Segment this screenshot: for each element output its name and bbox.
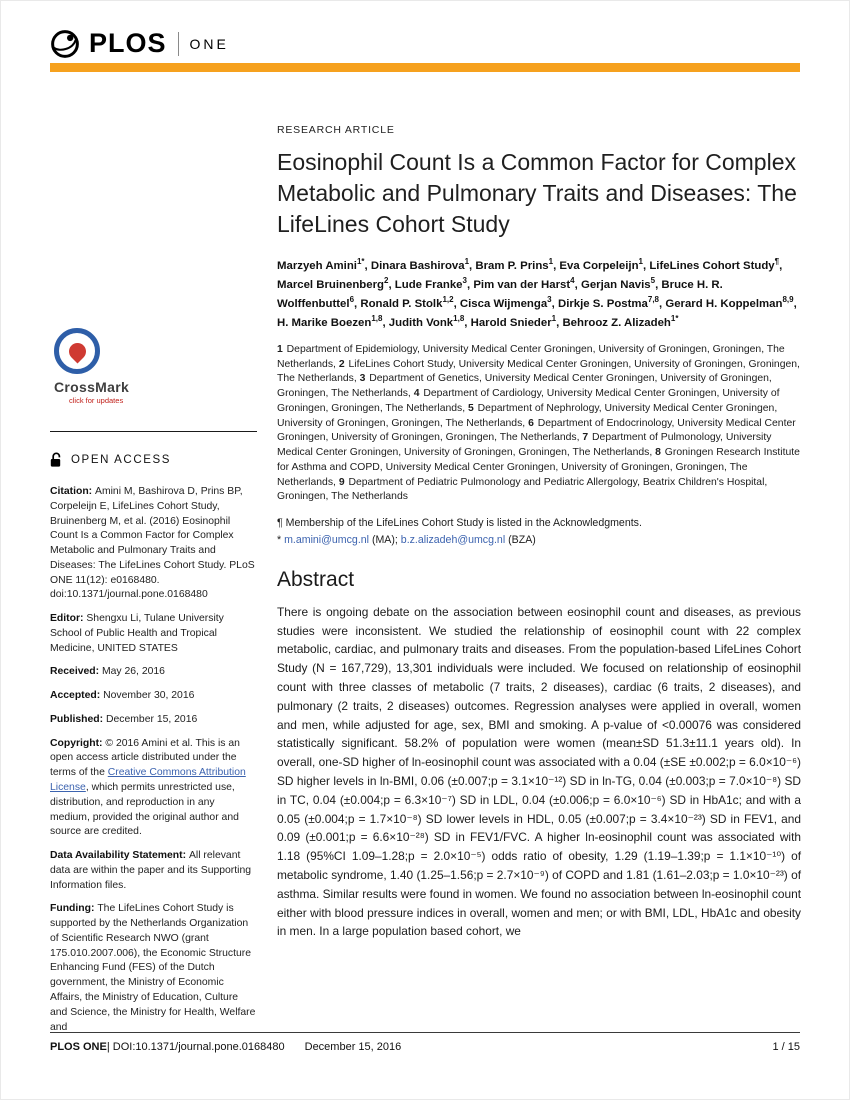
author-name: Bram P. Prins$^1$ (475, 257, 554, 272)
crossmark-badge[interactable] (54, 328, 257, 405)
correspondence-note (277, 533, 801, 548)
affiliation-number: 7 (582, 432, 592, 444)
brand-divider (178, 32, 179, 56)
author-name: H. Marike Boezen$^{1,8}$ (277, 313, 383, 329)
crossmark-icon (54, 328, 100, 374)
crossmark-tagline: click for updates (69, 396, 124, 405)
membership-note: ¶ Membership of the LifeLines Cohort Study is listed in the Acknowledgments. (277, 517, 642, 530)
author-name: Dirkje S. Postma$^{7,8}$ (557, 294, 659, 310)
affiliation-number: 9 (338, 476, 348, 488)
article-title: Eosinophil Count Is a Common Factor for Complex Metabolic and Pulmonary Traits and Diseases: The LifeLines Cohort Study (277, 149, 797, 238)
affiliations: 1 Department of Epidemiology, University Medical Center Groningen, University of Groningen, Groningen, The Netherlands, 2 LifeLines Cohort Study, University Medical Center Groningen, University of Groningen, Groningen, The Netherlands, 3 Department of Genetics, University Medical Center Groningen, University of Groningen, Groningen, The Netherlands, 4 Department of Cardiology, University Medical Center Groningen, University of Groningen, Groningen, The Netherlands, 5 Department of Nephrology, University Medical Center Groningen, University of Groningen, Groningen, The Netherlands, 6 Department of Endocrinology, University Medical Center Groningen, University of Groningen, Groningen, The Netherlands, 7 Department of Pulmonology, University Medical Center Groningen, University of Groningen, Groningen, The Netherlands, 8 Groningen Research Institute for Asthma and COPD, University Medical Center Groningen, University of Groningen, Groningen, The Netherlands, 9 Department of Pediatric Pulmonology and Pediatric Allergology, Beatrix Children's Hospital, Groningen, The Netherlands (277, 343, 800, 503)
author-name: Eva Corpeleijn$^1$ (559, 257, 643, 272)
author-name: Gerard H. Koppelman$^{8,9}$ (665, 294, 794, 310)
journal-masthead (50, 28, 229, 59)
author-name: Cisca Wijmenga$^3$ (459, 294, 552, 310)
sidebar-meta-item: Copyright: © 2016 Amini et al. This is an open access article distributed under the terms of the Creative Commons Attribution License, which permits unrestricted use, distribution, and reproduction in any medium, provided the original author and source are credited. (50, 737, 246, 838)
author-name: Pim van der Harst$^4$ (473, 276, 575, 291)
sidebar-divider (50, 431, 257, 432)
email-link-amini[interactable]: m.amini@umcg.nl (284, 534, 370, 547)
email1-suffix: (MA); (369, 534, 401, 547)
sidebar-meta-item: Data Availability Statement: All relevant data are within the paper and its Supporting Information files. (50, 850, 252, 891)
footer-divider (50, 1032, 800, 1033)
open-lock-icon (50, 452, 63, 468)
footer-page-number: 1 / 15 (772, 1041, 800, 1053)
open-access-label: OPEN ACCESS (71, 454, 172, 466)
sidebar-meta-item: Editor: Shengxu Li, Tulane University School of Public Health and Tropical Medicine, UNITED STATES (50, 613, 224, 654)
author-name: Marcel Bruinenberg$^2$ (277, 276, 389, 291)
cc-license-link[interactable]: Creative Commons Attribution License (50, 767, 246, 794)
plos-logo-icon (50, 29, 80, 59)
crossmark-label: CrossMark (54, 379, 130, 395)
sidebar-meta-item: Funding: The LifeLines Cohort Study is supported by the Netherlands Organization of Scientific Research NWO (grant 175.010.2007.006), the Economic Structure Enhancing Fund (FES) of the Dutch government, the Ministry of Economic Affairs, the Ministry of Education, Culture and Science, the Ministry for Health, Welfare and (50, 903, 256, 1033)
sidebar-meta-item: Citation: Amini M, Bashirova D, Prins BP, Corpeleijn E, LifeLines Cohort Study, Bruinenberg M, et al. (2016) Eosinophil Count Is a Common Factor for Complex Metabolic and Pulmonary Traits and Diseases: The LifeLines Cohort Study. PLoS ONE 11(12): e0168480. doi:10.1371/journal.pone.0168480 (50, 486, 255, 601)
affiliation-number: 5 (468, 402, 477, 414)
author-name: Lude Franke$^3$ (394, 276, 467, 291)
footer-date: December 15, 2016 (304, 1041, 402, 1053)
affiliation-number: 2 (338, 358, 348, 370)
page-footer (50, 1041, 800, 1053)
abstract-text: There is ongoing debate on the association between eosinophil count and diseases, as previous studies were inconsistent. We studied the relationship of eosinophil count with 22 complex metabolic, cardiac, and pulmonary traits and diseases. From the population-based LifeLines Cohort Study (N = 167,729), 13,301 individuals were included. We focused on relationship of eosinophil count with three classes of metabolic (7 traits, 2 diseases), cardiac (6 traits, 2 diseases), and pulmonary (2 traits, 2 diseases) outcomes. Regression analyses were applied in overall, women and men, while adjusted for age, sex, BMI and smoking. A p-value of <0.00076 was considered statistically significant. 58.2% of population were women (mean±SD 51.3±11.1 years old). In overall, one-SD higher of ln-eosinophil count was associated with a 0.04 (±SE ±0.002;p = 6.0×10⁻⁶) SD higher levels in ln-BMI, 0.06 (±0.007;p = 3.1×10⁻¹²) SD in ln-TG, 0.04 (±0.003;p = 7.0×10⁻⁸) SD in TC, 0.04 (±0.004;p = 6.3×10⁻⁷) SD in LDL, 0.04 (±0.006;p = 6.0×10⁻⁶) SD in HbA1c; and with a 0.05 (±0.004;p = 1.7×10⁻⁸) SD lower levels in HDL, 0.05 (±0.007;p = 3.4×10⁻²³) SD in FEV1, and 0.09 (±0.001;p = 6.6×10⁻²⁸) SD in FEV1/FVC. A higher ln-eosinophil count was associated with 1.18 (95%CI 1.09–1.28;p = 2.0×10⁻⁵) odds ratio of obesity, 1.29 (1.19–1.39;p = 1.1×10⁻¹⁰) of metabolic syndrome, 1.40 (1.25–1.56;p = 2.7×10⁻⁹) of COPD and 1.81 (1.61–2.03;p = 1.0×10⁻²³) of asthma. Similar results were found in women. We found no association between ln-eosinophil count either with blood pressure indices in overall, women and men; or with BMI, LDL, HbA1c and obesity in men. In a large population based cohort, we (277, 604, 801, 939)
sidebar-meta-item: Published: December 15, 2016 (50, 713, 198, 725)
email2-suffix: (BZA) (505, 534, 536, 547)
journal-edition: ONE (189, 35, 229, 52)
author-name: Harold Snieder$^1$ (470, 313, 557, 329)
author-name: Bruce H. R. Wolffenbuttel$^6$ (277, 278, 723, 310)
email-link-alizadeh[interactable]: b.z.alizadeh@umcg.nl (400, 534, 506, 547)
author-name: Judith Vonk$^{1,8}$ (388, 313, 465, 329)
sidebar-meta-item: Accepted: November 30, 2016 (50, 690, 195, 702)
masthead-accent-bar (50, 63, 800, 72)
author-name: Marzyeh Amini$^{1*}$ (277, 257, 365, 272)
sidebar-meta-item: Received: May 26, 2016 (50, 666, 165, 678)
author-name: Gerjan Navis$^5$ (580, 276, 656, 291)
author-list: Marzyeh Amini$^{1*}$, Dinara Bashirova$^1$, Bram P. Prins$^1$, Eva Corpeleijn$^1$, LifeLines Cohort Study¶, Marcel Bruinenberg$^2$, Lude Franke$^3$, Pim van der Harst$^4$, Gerjan Navis$^5$, Bruce H. R. Wolffenbuttel$^6$, Ronald P. Stolk$^{1,2}$, Cisca Wijmenga$^3$, Dirkje S. Postma$^{7,8}$, Gerard H. Koppelman$^{8,9}$, H. Marike Boezen$^{1,8}$, Judith Vonk$^{1,8}$, Harold Snieder$^1$, Behrooz Z. Alizadeh$^{1*}$ (277, 257, 797, 329)
author-name: Dinara Bashirova$^1$ (370, 257, 470, 272)
sidebar-meta (50, 485, 257, 1035)
affiliation-number: 1 (277, 343, 286, 355)
affiliation-number: 8 (655, 447, 664, 459)
open-access-badge (50, 452, 257, 468)
sidebar (50, 328, 257, 1044)
crossmark-flame-icon (65, 339, 89, 363)
abstract-heading: Abstract (277, 567, 355, 591)
affiliation-number: 6 (528, 417, 537, 429)
footer-journal: PLOS ONE (50, 1041, 107, 1053)
author-name: Ronald P. Stolk$^{1,2}$ (360, 294, 454, 310)
footer-doi: | DOI:10.1371/journal.pone.0168480 (106, 1041, 285, 1053)
author-name: Behrooz Z. Alizadeh$^{1*}$ (562, 313, 679, 329)
affiliation-number: 4 (413, 388, 423, 400)
article-type: RESEARCH ARTICLE (277, 124, 395, 136)
article (277, 124, 801, 941)
correspondence-marker: * (277, 534, 285, 547)
author-name: LifeLines Cohort Study¶ (649, 257, 780, 272)
affiliation-number: 3 (359, 373, 369, 385)
journal-brand: PLOS (89, 28, 167, 58)
